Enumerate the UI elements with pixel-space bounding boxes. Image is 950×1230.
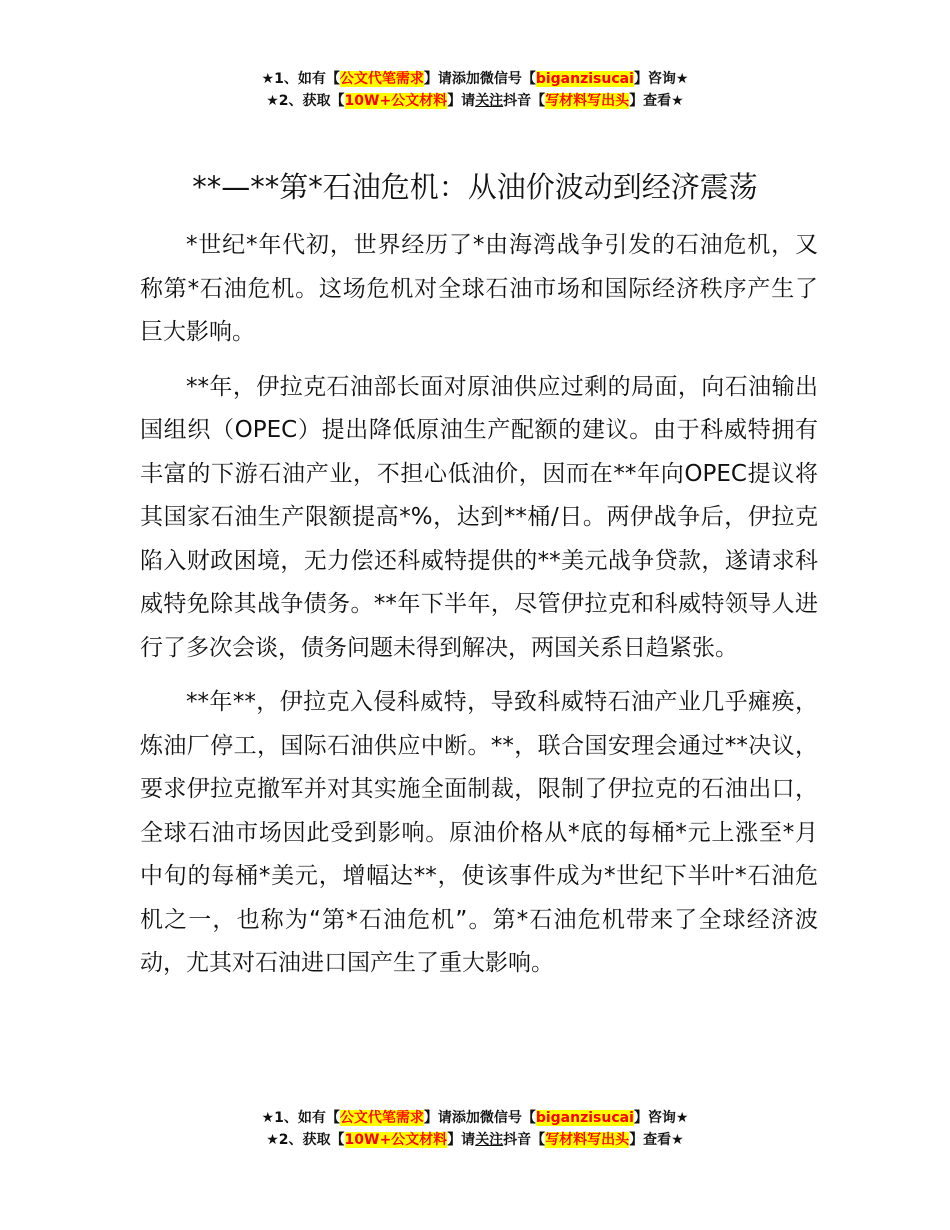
banner-highlight-ghostwriting: 公文代笔需求	[339, 71, 424, 87]
document-body	[140, 224, 818, 997]
banner-highlight-douyin: 写材料写出头	[545, 1132, 630, 1148]
banner-line-1: ★1、如有【公文代笔需求】请添加微信号【biganzisucai】咨询★	[261, 71, 689, 87]
banner-line-2: ★2、获取【10W+公文材料】请关注抖音【写材料写出头】查看★	[266, 1132, 684, 1148]
banner-highlight-materials: 10W+公文材料	[344, 1132, 448, 1148]
banner-highlight-wechat-id: biganzisucai	[535, 1110, 634, 1126]
banner-highlight-wechat-id: biganzisucai	[535, 71, 634, 87]
footer-banner	[0, 1107, 950, 1151]
header-banner	[0, 68, 950, 112]
body-paragraph: **年，伊拉克石油部长面对原油供应过剩的局面，向石油输出国组织（OPEC）提出降低原油生产配额的建议。由于科威特拥有丰富的下游石油产业，不担心低油价，因而在**年向OPEC提议将其国家石油生产限额提高*%，达到**桶/日。两伊战争后，伊拉克陷入财政困境，无力偿还科威特提供的**美元战争贷款，遂请求科威特免除其战争债务。**年下半年，尽管伊拉克和科威特领导人进行了多次会谈，债务问题未得到解决，两国关系日趋紧张。	[140, 373, 818, 661]
banner-line-2: ★2、获取【10W+公文材料】请关注抖音【写材料写出头】查看★	[266, 93, 684, 109]
banner-highlight-douyin: 写材料写出头	[545, 93, 630, 109]
document-title: **—**第*石油危机：从油价波动到经济震荡	[192, 170, 758, 204]
body-paragraph: *世纪*年代初，世界经历了*由海湾战争引发的石油危机，又称第*石油危机。这场危机对全球石油市场和国际经济秩序产生了巨大影响。	[140, 232, 818, 345]
banner-highlight-ghostwriting: 公文代笔需求	[339, 1110, 424, 1126]
banner-line-1: ★1、如有【公文代笔需求】请添加微信号【biganzisucai】咨询★	[261, 1110, 689, 1126]
body-paragraph: **年**，伊拉克入侵科威特，导致科威特石油产业几乎瘫痪，炼油厂停工，国际石油供应中断。**，联合国安理会通过**决议，要求伊拉克撤军并对其实施全面制裁，限制了伊拉克的石油出口，全球石油市场因此受到影响。原油价格从*底的每桶*元上涨至*月中旬的每桶*美元，增幅达**，使该事件成为*世纪下半叶*石油危机之一，也称为“第*石油危机”。第*石油危机带来了全球经济波动，尤其对石油进口国产生了重大影响。	[140, 689, 818, 976]
banner-highlight-materials: 10W+公文材料	[344, 93, 448, 109]
